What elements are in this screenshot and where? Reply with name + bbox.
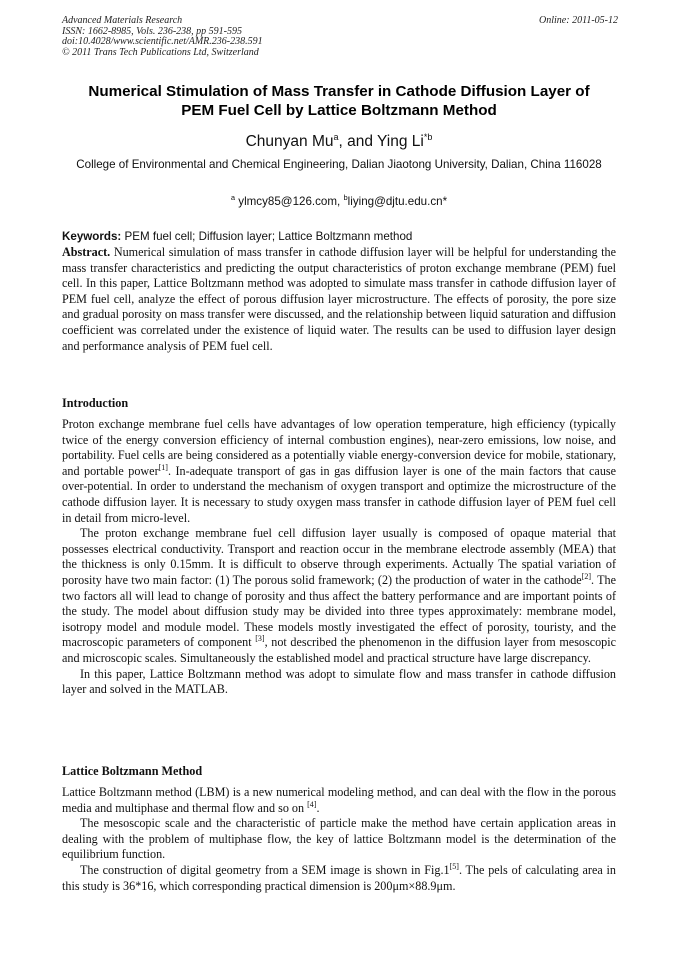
intro-p2a: The proton exchange membrane fuel cell diffusion layer usually is composed of opaque material that possesses electrical conductivity. Transport and reaction occur in the membrane electrode assembly (MEA) that the thickness is only 0.15mm. It is difficult to observe through experiments. Actually The spatial variation of porosity have two main factor: (1) The porous solid framework; (2) the production of water in the cathode [62,526,616,587]
ref-2: [2] [581,571,592,581]
email-a-sup: a [230,193,236,202]
ref-4: [4] [307,799,317,809]
intro-paragraph-2 [62,526,616,666]
abstract [62,245,616,354]
journal-header [62,16,618,58]
intro-p1b: . In-adequate transport of gas in gas diffusion layer is one of the main factors that cause over-potential. In order to understand the mechanism of oxygen transport and optimize the microstructure of the cathode diffusion layer. It is necessary to study oxygen mass transfer in cathode diffusion layer of PEM fuel cell in detail from micro-level. [62,463,617,525]
doi-line: doi:10.4028/www.scientific.net/AMR.236-238.591 [62,36,263,47]
affiliation: College of Environmental and Chemical Engineering, Dalian Jiaotong University, Dalian, China 116028 [76,158,602,171]
author-2-sup: *b [423,132,433,142]
author-separator: , and [338,133,378,151]
intro-paragraph-3: In this paper, Lattice Boltzmann method was adopt to simulate flow and mass transfer in cathode diffusion layer and solved in the MATLAB. [62,666,616,697]
ref-5: [5] [449,861,459,871]
issn-line: ISSN: 1662-8985, Vols. 236-238, pp 591-595 [62,25,242,37]
intro-heading: Introduction [62,396,129,410]
lbm-paragraph-2: The mesoscopic scale and the characteristic of particle make the method have certain application areas in dealing with the problem of multiphase flow, the key of lattice Boltzmann model is the determination of the equilibrium function. [62,816,616,862]
lbm-p1b: . [316,800,320,815]
lbm-p3a: The construction of digital geometry from a SEM image is shown in Fig.1 [80,862,450,877]
intro-p2c: , not described the phenomenon in the diffusion layer from mesoscopic and microscopic scales. Simultaneously the established model and practical structure have large discrepancy. [62,635,617,665]
title-line-1: Numerical Stimulation of Mass Transfer in Cathode Diffusion Layer of [88,83,590,100]
keywords [62,230,618,243]
copyright-line: © 2011 Trans Tech Publications Ltd, Switzerland [62,46,259,58]
emails [40,193,638,208]
email-b: liying@djtu.edu.cn* [347,194,448,208]
lbm-p1a: Lattice Boltzmann method (LBM) is a new numerical modeling method, and can deal with the flow in the porous media and multiphase and thermal flow and so on [62,785,616,815]
lbm-paragraph-1 [62,785,616,816]
journal-name: Advanced Materials Research [62,15,183,26]
ref-1: [1] [158,462,168,472]
keywords-text: PEM fuel cell; Diffusion layer; Lattice Boltzmann method [124,230,413,243]
title-line-2: PEM Fuel Cell by Lattice Boltzmann Method [181,102,497,119]
author-1-sup: a [333,132,339,142]
lbm-section [62,785,616,894]
paper-title [40,82,638,120]
ref-3: [3] [255,634,265,644]
email-a: ylmcy85@126.com, [238,194,341,208]
intro-p1a: Proton exchange membrane fuel cells have advantages of low operation temperature, high efficiency (typically twice of the energy conversion efficiency of internal combustion engines), near-zero emissions, low noise, and portability. Fuel cells are being considered as a potentially viable energy-conversion device for mobile, stationary, and portable power [62,417,616,478]
intro-paragraph-1 [62,417,616,526]
intro-section [62,417,616,698]
abstract-text: Numerical simulation of mass transfer in cathode diffusion layer will be helpful for understanding the mass transfer characteristics and predicting the output characteristics of proton exchange membrane (PEM) fuel cell. In this paper, Lattice Boltzmann method was adopted to simulate mass transfer in cathode diffusion layer of PEM fuel cell, analyze the effect of porous diffusion layer microstructure. The effects of porosity, the pore size and gradual porosity on mass transfer were discussed, and the relationship between liquid saturation and diffusion coefficient was correlated under the existence of liquid water. The results can be used to diffusion layer design and performance analysis of PEM fuel cell. [62,245,616,353]
author-2: Ying Li [377,133,424,151]
lbm-paragraph-3 [62,863,616,894]
lbm-p3b: . The pels of calculating area in this study is 36*16, which corresponding practical dimension is 200μm×88.9μm. [62,862,616,893]
online-date: Online: 2011-05-12 [539,15,618,26]
intro-p2b: . The two factors all will lead to change of porosity and thus affect the battery performance and are important points of the study. The model about diffusion study may be divided into three types approximately: membrane model, isotropy model and module model. These models mostly investigated the effect of porosity, touristy, and the macroscopic parameters of component [62,572,617,650]
abstract-label: Abstract. [62,245,111,259]
author-1: Chunyan Mu [245,133,334,151]
email-b-sup: b [343,193,348,202]
authors [40,132,638,151]
keywords-label: Keywords: [62,230,122,243]
lbm-heading: Lattice Boltzmann Method [62,764,203,778]
